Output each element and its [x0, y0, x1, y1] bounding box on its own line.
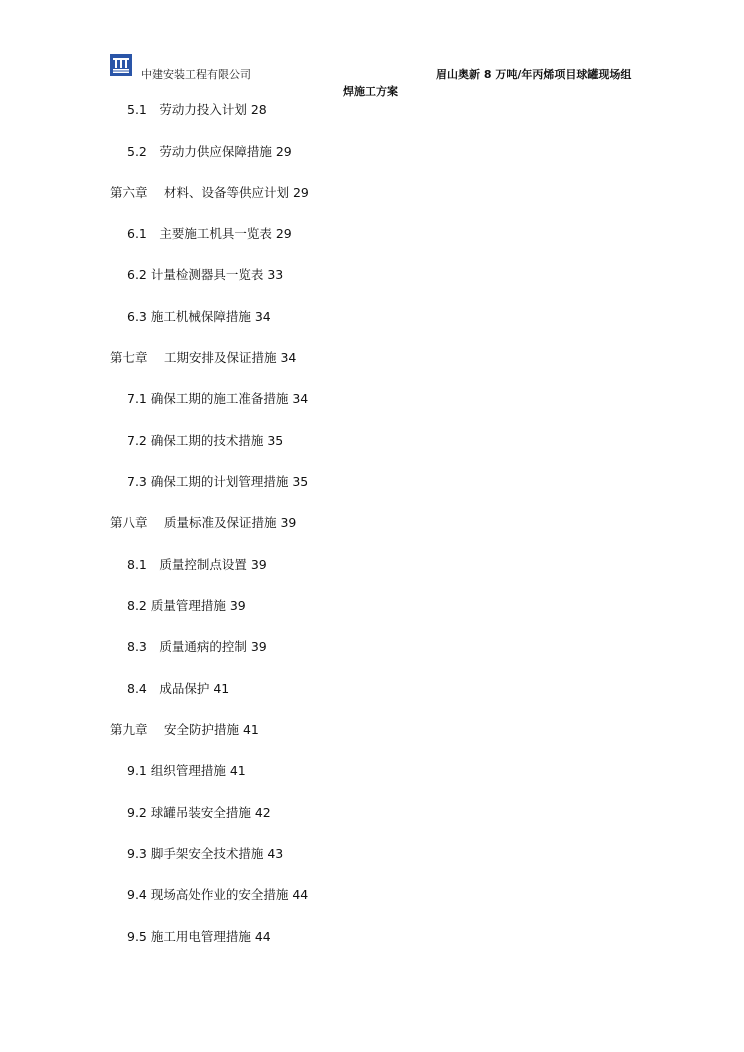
toc-entry[interactable]: 8.4 成品保护 41: [127, 681, 230, 696]
company-logo-icon: [110, 54, 132, 76]
toc-entry[interactable]: 5.2 劳动力供应保障措施 29: [127, 144, 292, 159]
toc-entry[interactable]: 9.5 施工用电管理措施 44: [127, 929, 271, 944]
toc-entry[interactable]: 6.1 主要施工机具一览表 29: [127, 226, 292, 241]
toc-chapter[interactable]: 第九章 安全防护措施 41: [110, 722, 259, 737]
toc-entry[interactable]: 7.3 确保工期的计划管理措施 35: [127, 474, 309, 489]
toc-entry[interactable]: 7.2 确保工期的技术措施 35: [127, 433, 284, 448]
toc-entry[interactable]: 8.1 质量控制点设置 39: [127, 557, 267, 572]
toc-chapter[interactable]: 第八章 质量标准及保证措施 39: [110, 515, 297, 530]
toc-entry[interactable]: 9.1 组织管理措施 41: [127, 763, 246, 778]
project-title-line1: 眉山奥新 8 万吨/年丙烯项目球罐现场组: [436, 68, 632, 81]
toc-entry[interactable]: 8.2 质量管理措施 39: [127, 598, 246, 613]
toc-chapter[interactable]: 第七章 工期安排及保证措施 34: [110, 350, 297, 365]
toc-entry[interactable]: 8.3 质量通病的控制 39: [127, 639, 267, 654]
company-name: 中建安装工程有限公司: [141, 68, 251, 81]
toc-entry[interactable]: 6.3 施工机械保障措施 34: [127, 309, 271, 324]
toc-entry[interactable]: 9.4 现场高处作业的安全措施 44: [127, 887, 309, 902]
toc-entry[interactable]: 9.2 球罐吊装安全措施 42: [127, 805, 271, 820]
project-title-line2: 焊施工方案: [343, 85, 398, 98]
toc-entry[interactable]: 7.1 确保工期的施工准备措施 34: [127, 391, 309, 406]
toc-entry[interactable]: 6.2 计量检测器具一览表 33: [127, 267, 284, 282]
toc-chapter[interactable]: 第六章 材料、设备等供应计划 29: [110, 185, 309, 200]
toc-entry[interactable]: 5.1 劳动力投入计划 28: [127, 102, 267, 117]
toc-entry[interactable]: 9.3 脚手架安全技术措施 43: [127, 846, 284, 861]
